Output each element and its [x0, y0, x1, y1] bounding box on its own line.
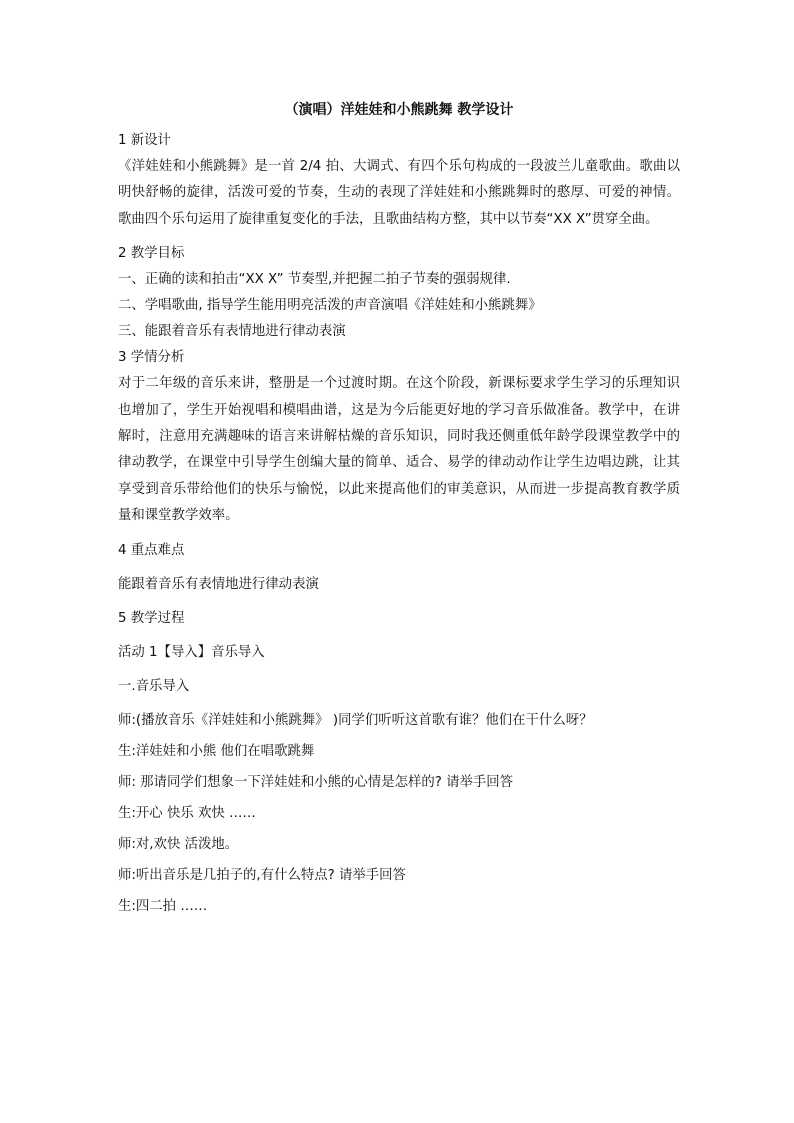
section-heading-learner-analysis: 3 学情分析: [118, 350, 185, 366]
section-body-learner-analysis: 对于二年级的音乐来讲，整册是一个过渡时期。在这个阶段，新课标要求学生学习的乐理知识也增加了，学生开始视唱和模唱曲谱，这是为今后能更好地的学习音乐做准备。教学中，在讲解时，注意用充满趣味的语言来讲解枯燥的音乐知识，同时我还侧重低年龄学段课堂教学中的律动教学，在课堂中引导学生创编大量的简单、适合、易学的律动动作让学生边唱边跳，让其享受到音乐带给他们的快乐与愉悦，以此来提高他们的审美意识，从而进一步提高教育教学质量和课堂教学效率。: [118, 376, 680, 524]
activity-heading: 活动 1【导入】音乐导入: [118, 644, 265, 660]
document-title: （演唱）洋娃娃和小熊跳舞 教学设计: [284, 102, 514, 118]
dialogue-line-6: 师:听出音乐是几拍子的,有什么特点? 请举手回答: [118, 867, 406, 883]
section-body-new-design: 《洋娃娃和小熊跳舞》是一首 2/4 拍、大调式、有四个乐句构成的一段波兰儿童歌曲。歌曲以明快舒畅的旋律，活泼可爱的节奏，生动的表现了洋娃娃和小熊跳舞时的憨厚、可爱的神情。歌曲四个乐句运用了旋律重复变化的手法，且歌曲结构方整，其中以节奏“XX X”贯穿全曲。: [118, 159, 680, 227]
dialogue-line-5: 师:对,欢快 活泼地。: [118, 836, 239, 852]
document-body: [118, 100, 680, 920]
section-heading-key-points: 4 重点难点: [118, 542, 185, 558]
dialogue-line-2: 生:洋娃娃和小熊 他们在唱歌跳舞: [118, 743, 315, 759]
subsection-heading-music-intro: 一.音乐导入: [118, 678, 190, 694]
section-body-key-points: 能跟着音乐有表情地进行律动表演: [118, 576, 319, 592]
dialogue-line-3: 师: 那请同学们想象一下洋娃娃和小熊的心情是怎样的? 请举手回答: [118, 774, 514, 790]
section-heading-new-design: 1 新设计: [118, 133, 171, 148]
goal-item-1: 一、正确的读和拍击“XX X” 节奏型,并把握二拍子节奏的强弱规律.: [118, 272, 511, 288]
section-heading-teaching-process: 5 教学过程: [118, 610, 185, 626]
goal-item-3: 三、能跟着音乐有表情地进行律动表演: [118, 324, 346, 340]
goal-item-2: 二、学唱歌曲, 指导学生能用明亮活泼的声音演唱《洋娃娃和小熊跳舞》: [118, 298, 542, 314]
dialogue-line-4: 生:开心 快乐 欢快 ……: [118, 805, 256, 821]
dialogue-line-7: 生:四二拍 ……: [118, 898, 208, 914]
dialogue-line-1: 师:(播放音乐《洋娃娃和小熊跳舞》 )同学们听听这首歌有谁？他们在干什么呀？: [118, 712, 593, 728]
section-heading-teaching-goals: 2 教学目标: [118, 246, 185, 262]
